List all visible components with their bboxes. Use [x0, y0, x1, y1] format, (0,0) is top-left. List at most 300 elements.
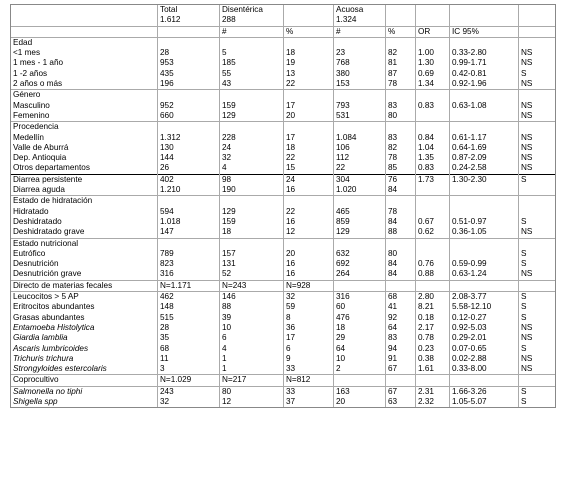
header-blank [158, 26, 220, 37]
ac-count-cell: 20 [334, 397, 386, 408]
sig-cell: S [519, 313, 556, 323]
or-cell: 0.38 [416, 354, 450, 364]
empty-cell [220, 196, 284, 207]
row-label: Eritrocitos abundantes [11, 302, 158, 312]
row-label: Eutrófico [11, 249, 158, 259]
ac-pct-cell: 78 [386, 153, 416, 163]
table-row [11, 269, 556, 280]
ac-count-cell: 380 [334, 69, 386, 79]
section-title: Procedencia [11, 122, 158, 133]
total-cell: N=1.029 [158, 375, 220, 386]
or-cell: 0.69 [416, 69, 450, 79]
or-cell: 0.76 [416, 259, 450, 269]
ac-count-cell: 304 [334, 174, 386, 185]
ac-pct-cell [386, 375, 416, 386]
total-cell: 243 [158, 386, 220, 397]
ic-cell [450, 111, 519, 122]
sig-cell: NS [519, 133, 556, 143]
row-label: Ascaris lumbricoides [11, 344, 158, 354]
ac-pct-cell: 81 [386, 58, 416, 68]
sig-cell [519, 185, 556, 196]
sig-cell: NS [519, 143, 556, 153]
dis-pct-cell: 24 [284, 174, 334, 185]
ic-cell [450, 185, 519, 196]
section-title-row [11, 122, 556, 133]
header-acuosa: Acuosa 1.324 [334, 5, 386, 27]
or-cell: 1.61 [416, 364, 450, 375]
sig-cell: S [519, 386, 556, 397]
ac-count-cell: 316 [334, 292, 386, 303]
table-row [11, 333, 556, 343]
table-row [11, 302, 556, 312]
table-row [11, 375, 556, 386]
header-blank [416, 5, 450, 27]
empty-cell [158, 37, 220, 48]
total-cell: 953 [158, 58, 220, 68]
ic-cell [450, 207, 519, 217]
header-blank [11, 26, 158, 37]
row-label: Diarrea aguda [11, 185, 158, 196]
ic-cell: 0.24-2.58 [450, 163, 519, 174]
dis-count-cell: 52 [220, 269, 284, 280]
total-cell: 1.210 [158, 185, 220, 196]
dis-pct-cell: 17 [284, 333, 334, 343]
ic-cell: 0.64-1.69 [450, 143, 519, 153]
empty-cell [334, 90, 386, 101]
dis-count-cell: 131 [220, 259, 284, 269]
dis-count-cell: 32 [220, 153, 284, 163]
sig-cell: S [519, 292, 556, 303]
empty-cell [416, 122, 450, 133]
total-cell: 660 [158, 111, 220, 122]
sig-cell [519, 207, 556, 217]
ac-count-cell: 1.020 [334, 185, 386, 196]
sig-cell: NS [519, 227, 556, 238]
empty-cell [220, 90, 284, 101]
dis-count-cell: N=243 [220, 280, 284, 291]
table-row [11, 58, 556, 68]
dis-pct-cell: 9 [284, 354, 334, 364]
empty-cell [416, 37, 450, 48]
dis-count-cell: 4 [220, 344, 284, 354]
table-row [11, 227, 556, 238]
or-cell: 0.78 [416, 333, 450, 343]
or-cell: 0.62 [416, 227, 450, 238]
total-cell: 68 [158, 344, 220, 354]
sig-cell: S [519, 174, 556, 185]
total-cell: 26 [158, 163, 220, 174]
dis-count-cell: 185 [220, 58, 284, 68]
ac-count-cell: 465 [334, 207, 386, 217]
sig-cell: S [519, 217, 556, 227]
sig-cell: NS [519, 153, 556, 163]
dis-count-cell: N=217 [220, 375, 284, 386]
ic-cell: 0.92-1.96 [450, 79, 519, 90]
ac-pct-cell: 87 [386, 69, 416, 79]
row-label: Trichuris trichura [11, 354, 158, 364]
table-row [11, 153, 556, 163]
col-header-dis-count: # [220, 26, 284, 37]
ac-pct-cell [386, 280, 416, 291]
ic-cell: 0.51-0.97 [450, 217, 519, 227]
dis-pct-cell: 59 [284, 302, 334, 312]
empty-cell [519, 196, 556, 207]
ic-cell: 1.66-3.26 [450, 386, 519, 397]
dis-pct-cell: 16 [284, 269, 334, 280]
total-cell: 28 [158, 323, 220, 333]
total-cell: 402 [158, 174, 220, 185]
ac-count-cell: 264 [334, 269, 386, 280]
row-label: Deshidratado [11, 217, 158, 227]
dis-count-cell: 55 [220, 69, 284, 79]
total-cell: 35 [158, 333, 220, 343]
empty-cell [334, 238, 386, 249]
ac-pct-cell: 67 [386, 364, 416, 375]
dis-count-cell: 98 [220, 174, 284, 185]
or-cell: 0.84 [416, 133, 450, 143]
empty-cell [519, 90, 556, 101]
row-label: 1 -2 años [11, 69, 158, 79]
ic-cell: 5.58-12.10 [450, 302, 519, 312]
dis-count-cell: 12 [220, 397, 284, 408]
dis-count-cell: 159 [220, 101, 284, 111]
table-row [11, 323, 556, 333]
dis-pct-cell: 13 [284, 69, 334, 79]
sig-cell: NS [519, 111, 556, 122]
header-disenterica: Disentérica 288 [220, 5, 284, 27]
dis-count-cell: 39 [220, 313, 284, 323]
ic-cell: 1.05-5.07 [450, 397, 519, 408]
table-row [11, 79, 556, 90]
sig-cell: NS [519, 323, 556, 333]
dis-pct-cell: 22 [284, 207, 334, 217]
total-cell: 147 [158, 227, 220, 238]
empty-cell [386, 238, 416, 249]
row-label: Medellín [11, 133, 158, 143]
ac-count-cell: 163 [334, 386, 386, 397]
ac-count-cell: 859 [334, 217, 386, 227]
dis-count-cell: 18 [220, 227, 284, 238]
row-label: Valle de Aburrá [11, 143, 158, 153]
ic-cell: 0.42-0.81 [450, 69, 519, 79]
row-label: <1 mes [11, 48, 158, 58]
empty-cell [416, 90, 450, 101]
empty-cell [450, 122, 519, 133]
sig-cell: S [519, 259, 556, 269]
total-cell: 148 [158, 302, 220, 312]
ac-count-cell: 10 [334, 354, 386, 364]
dis-count-cell: 146 [220, 292, 284, 303]
ac-pct-cell: 76 [386, 174, 416, 185]
or-cell: 1.73 [416, 174, 450, 185]
table-row [11, 111, 556, 122]
empty-cell [386, 37, 416, 48]
header-blank [450, 5, 519, 27]
row-label: Femenino [11, 111, 158, 122]
row-label: Desnutrición [11, 259, 158, 269]
ac-pct-cell: 84 [386, 259, 416, 269]
ic-cell: 0.59-0.99 [450, 259, 519, 269]
or-cell [416, 280, 450, 291]
row-label: 1 mes - 1 año [11, 58, 158, 68]
row-label: Salmonella no tiphi [11, 386, 158, 397]
empty-cell [284, 122, 334, 133]
total-cell: 435 [158, 69, 220, 79]
table-row [11, 163, 556, 174]
sig-cell: NS [519, 354, 556, 364]
table-row [11, 69, 556, 79]
ac-count-cell: 106 [334, 143, 386, 153]
section-title: Género [11, 90, 158, 101]
dis-count-cell: 129 [220, 207, 284, 217]
dis-count-cell: 1 [220, 364, 284, 375]
table-row [11, 48, 556, 58]
or-cell: 2.32 [416, 397, 450, 408]
ic-cell: 1.30-2.30 [450, 174, 519, 185]
or-cell: 0.83 [416, 163, 450, 174]
or-cell: 1.00 [416, 48, 450, 58]
or-cell: 0.18 [416, 313, 450, 323]
header-total: Total 1.612 [158, 5, 220, 27]
sig-cell [519, 280, 556, 291]
empty-cell [334, 122, 386, 133]
ic-cell: 0.87-2.09 [450, 153, 519, 163]
empty-cell [519, 238, 556, 249]
total-cell: 594 [158, 207, 220, 217]
col-header-or: OR [416, 26, 450, 37]
ac-pct-cell: 94 [386, 344, 416, 354]
ic-cell: 0.12-0.27 [450, 313, 519, 323]
total-cell: 11 [158, 354, 220, 364]
table-row [11, 217, 556, 227]
empty-cell [450, 196, 519, 207]
or-cell: 2.31 [416, 386, 450, 397]
table-row [11, 207, 556, 217]
ac-pct-cell: 63 [386, 397, 416, 408]
ac-pct-cell: 41 [386, 302, 416, 312]
ac-count-cell: 768 [334, 58, 386, 68]
dis-pct-cell: 20 [284, 111, 334, 122]
row-label: Entamoeba Histolytica [11, 323, 158, 333]
row-label: Leucocitos > 5 AP [11, 292, 158, 303]
or-cell: 0.83 [416, 101, 450, 111]
ic-cell: 0.02-2.88 [450, 354, 519, 364]
section-title-row [11, 238, 556, 249]
table-row [11, 292, 556, 303]
empty-cell [386, 196, 416, 207]
header-blank [11, 5, 158, 27]
ac-count-cell [334, 280, 386, 291]
ac-count-cell: 60 [334, 302, 386, 312]
dis-pct-cell: 15 [284, 163, 334, 174]
empty-cell [158, 122, 220, 133]
dis-pct-cell: 16 [284, 217, 334, 227]
or-cell: 1.30 [416, 58, 450, 68]
ic-cell: 0.63-1.08 [450, 101, 519, 111]
empty-cell [519, 37, 556, 48]
or-cell: 0.67 [416, 217, 450, 227]
ic-cell: 0.99-1.71 [450, 58, 519, 68]
ac-count-cell: 632 [334, 249, 386, 259]
sig-cell: NS [519, 269, 556, 280]
ac-count-cell: 29 [334, 333, 386, 343]
ac-pct-cell: 83 [386, 101, 416, 111]
ac-count-cell: 692 [334, 259, 386, 269]
section-title-row [11, 90, 556, 101]
ac-pct-cell: 85 [386, 163, 416, 174]
table-row [11, 364, 556, 375]
dis-count-cell: 88 [220, 302, 284, 312]
row-label: Desnutrición grave [11, 269, 158, 280]
row-label: Hidratado [11, 207, 158, 217]
empty-cell [450, 37, 519, 48]
ac-pct-cell: 78 [386, 207, 416, 217]
empty-cell [220, 122, 284, 133]
total-cell: 515 [158, 313, 220, 323]
total-cell: 823 [158, 259, 220, 269]
header-row-2 [11, 26, 556, 37]
ac-pct-cell: 91 [386, 354, 416, 364]
or-cell: 1.35 [416, 153, 450, 163]
ac-pct-cell: 83 [386, 133, 416, 143]
dis-pct-cell: 18 [284, 48, 334, 58]
or-cell [416, 375, 450, 386]
dis-pct-cell: 33 [284, 364, 334, 375]
ic-cell [450, 375, 519, 386]
empty-cell [284, 90, 334, 101]
dis-pct-cell: 33 [284, 386, 334, 397]
empty-cell [450, 238, 519, 249]
table-row [11, 143, 556, 153]
dis-pct-cell: 19 [284, 58, 334, 68]
dis-pct-cell: 16 [284, 185, 334, 196]
dis-pct-cell: N=812 [284, 375, 334, 386]
ac-pct-cell: 88 [386, 227, 416, 238]
dis-pct-cell: 17 [284, 133, 334, 143]
sig-cell: S [519, 397, 556, 408]
empty-cell [519, 122, 556, 133]
total-cell: 1.312 [158, 133, 220, 143]
dis-count-cell: 1 [220, 354, 284, 364]
row-label: Otros departamentos [11, 163, 158, 174]
dis-pct-cell: 36 [284, 323, 334, 333]
ac-count-cell: 793 [334, 101, 386, 111]
ac-pct-cell: 80 [386, 111, 416, 122]
dis-pct-cell: 22 [284, 79, 334, 90]
total-cell: 316 [158, 269, 220, 280]
empty-cell [386, 122, 416, 133]
ac-count-cell: 531 [334, 111, 386, 122]
empty-cell [220, 238, 284, 249]
sig-cell: S [519, 302, 556, 312]
or-cell: 2.17 [416, 323, 450, 333]
row-label: Giardia lamblia [11, 333, 158, 343]
dis-pct-cell: 12 [284, 227, 334, 238]
total-cell: 32 [158, 397, 220, 408]
dis-count-cell: 4 [220, 163, 284, 174]
total-cell: 144 [158, 153, 220, 163]
empty-cell [158, 238, 220, 249]
total-cell: 130 [158, 143, 220, 153]
table-row [11, 344, 556, 354]
header-blank [284, 5, 334, 27]
dis-count-cell: 129 [220, 111, 284, 122]
row-label: Directo de materias fecales [11, 280, 158, 291]
empty-cell [334, 196, 386, 207]
row-label: Dep. Antioquia [11, 153, 158, 163]
table-body [11, 5, 556, 408]
empty-cell [284, 238, 334, 249]
sig-cell: NS [519, 163, 556, 174]
table-row [11, 259, 556, 269]
empty-cell [158, 196, 220, 207]
or-cell [416, 185, 450, 196]
row-label: Coprocultivo [11, 375, 158, 386]
ac-pct-cell: 78 [386, 79, 416, 90]
ic-cell: 0.33-8.00 [450, 364, 519, 375]
row-label: Diarrea persistente [11, 174, 158, 185]
row-label: Deshidratado grave [11, 227, 158, 238]
dis-count-cell: 6 [220, 333, 284, 343]
table-row [11, 133, 556, 143]
ac-pct-cell: 83 [386, 333, 416, 343]
ic-cell: 0.92-5.03 [450, 323, 519, 333]
sig-cell: NS [519, 58, 556, 68]
or-cell: 0.88 [416, 269, 450, 280]
ac-pct-cell: 82 [386, 48, 416, 58]
dis-pct-cell: N=928 [284, 280, 334, 291]
ac-pct-cell: 64 [386, 323, 416, 333]
ac-pct-cell: 92 [386, 313, 416, 323]
total-cell: 28 [158, 48, 220, 58]
dis-count-cell: 159 [220, 217, 284, 227]
total-cell: 462 [158, 292, 220, 303]
dis-pct-cell: 17 [284, 101, 334, 111]
header-blank [386, 5, 416, 27]
row-label: Grasas abundantes [11, 313, 158, 323]
or-cell: 2.80 [416, 292, 450, 303]
ac-count-cell: 153 [334, 79, 386, 90]
ic-cell: 0.63-1.24 [450, 269, 519, 280]
dis-count-cell: 157 [220, 249, 284, 259]
ac-count-cell: 2 [334, 364, 386, 375]
or-cell: 1.04 [416, 143, 450, 153]
ic-cell: 0.07-0.65 [450, 344, 519, 354]
ac-pct-cell: 82 [386, 143, 416, 153]
ac-count-cell: 18 [334, 323, 386, 333]
table-row [11, 174, 556, 185]
table-row [11, 397, 556, 408]
empty-cell [284, 37, 334, 48]
dis-pct-cell: 37 [284, 397, 334, 408]
sig-cell: NS [519, 364, 556, 375]
dis-count-cell: 80 [220, 386, 284, 397]
dis-pct-cell: 20 [284, 249, 334, 259]
table-row [11, 354, 556, 364]
or-cell [416, 249, 450, 259]
total-cell: 196 [158, 79, 220, 90]
ac-count-cell: 112 [334, 153, 386, 163]
ac-count-cell: 1.084 [334, 133, 386, 143]
dis-pct-cell: 32 [284, 292, 334, 303]
ic-cell [450, 249, 519, 259]
section-title: Edad [11, 37, 158, 48]
sig-cell: NS [519, 101, 556, 111]
ac-count-cell [334, 375, 386, 386]
table-row [11, 249, 556, 259]
section-title: Estado de hidratación [11, 196, 158, 207]
dis-pct-cell: 18 [284, 143, 334, 153]
